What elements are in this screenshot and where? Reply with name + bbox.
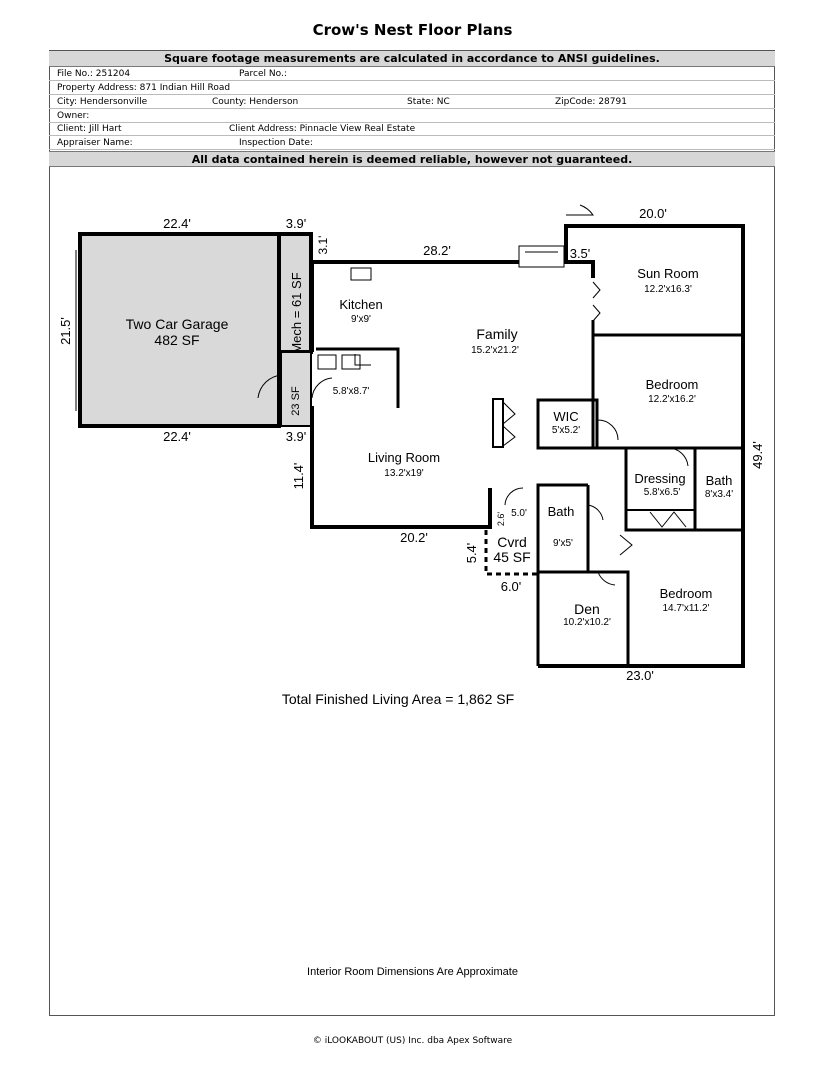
bedroom1-dim: 12.2'x16.2' bbox=[648, 394, 696, 405]
bedroom2-dim: 14.7'x11.2' bbox=[662, 603, 710, 614]
sunroom-door-2 bbox=[593, 305, 600, 321]
closet-door-1 bbox=[503, 402, 515, 424]
dim-garage-top: 22.4' bbox=[163, 216, 191, 231]
cvrd-label: Cvrd bbox=[497, 534, 527, 550]
dim-cvrd-bottom: 6.0' bbox=[500, 579, 522, 594]
sink-icon bbox=[351, 268, 371, 280]
den-label: Den bbox=[574, 601, 600, 617]
ansi-notice: Square footage measurements are calculated in accordance to ANSI guidelines. bbox=[49, 51, 775, 67]
dim-mech-top: 3.9' bbox=[285, 216, 307, 231]
range-icon bbox=[318, 355, 336, 369]
closet-door-2 bbox=[503, 426, 515, 446]
garage-sf: 482 SF bbox=[154, 332, 200, 348]
wic-dim: 5'x5.2' bbox=[551, 425, 581, 436]
appraiser-name: Appraiser Name: bbox=[57, 138, 133, 148]
copyright: © iLOOKABOUT (US) Inc. dba Apex Software bbox=[312, 1036, 513, 1046]
cvrd-sf: 45 SF bbox=[493, 549, 531, 565]
city: City: Hendersonville bbox=[57, 97, 148, 107]
bath2-door bbox=[588, 505, 603, 520]
reliability-notice: All data contained herein is deemed reliable, however not guaranteed. bbox=[49, 151, 775, 167]
dressing-label: Dressing bbox=[634, 471, 686, 486]
dim-garage-bottom: 22.4' bbox=[163, 429, 191, 444]
fireplace-icon bbox=[519, 246, 564, 267]
property-address: Property Address: 871 Indian Hill Road bbox=[57, 83, 231, 93]
bedroom2-label: Bedroom bbox=[659, 586, 713, 601]
dim-living-bottom: 20.2' bbox=[400, 530, 428, 545]
wic-outline bbox=[538, 400, 597, 448]
dressing-dim: 5.8'x6.5' bbox=[643, 487, 681, 498]
owner: Owner: bbox=[57, 111, 90, 121]
front-door bbox=[505, 488, 523, 505]
client-address: Client Address: Pinnacle View Real Estate bbox=[229, 124, 416, 134]
dim-garage-left: 21.5' bbox=[58, 317, 73, 345]
approx-note: Interior Room Dimensions Are Approximate bbox=[307, 966, 518, 978]
mech-label: Mech = 61 SF bbox=[289, 272, 304, 354]
living-room-label: Living Room bbox=[367, 450, 441, 465]
page-title: Crow's Nest Floor Plans bbox=[312, 21, 513, 39]
total-area: Total Finished Living Area = 1,862 SF bbox=[281, 691, 515, 707]
dim-mech-bottom: 3.9' bbox=[285, 429, 307, 444]
bath2-dim: 9'x5' bbox=[553, 538, 573, 549]
dim-right-side: 49.4' bbox=[750, 441, 765, 469]
sunroom-exterior-door bbox=[566, 205, 593, 215]
fridge-icon bbox=[342, 355, 360, 369]
pantry-dim: 5.8'x8.7' bbox=[332, 386, 370, 397]
inspection-date: Inspection Date: bbox=[239, 138, 313, 148]
dim-cvrd-left: 5.4' bbox=[464, 542, 479, 564]
dim-den-bottom: 23.0' bbox=[626, 668, 654, 683]
dim-cvrd-top: 5.0' bbox=[511, 508, 527, 519]
kitchen-label: Kitchen bbox=[339, 297, 383, 312]
county: County: Henderson bbox=[212, 97, 299, 107]
dim-living-left: 11.4' bbox=[291, 462, 306, 490]
sunroom-label: Sun Room bbox=[637, 266, 699, 281]
wic-door bbox=[597, 420, 618, 440]
dim-cvrd-small: 2.6' bbox=[496, 511, 506, 527]
pantry-door-swing bbox=[312, 378, 332, 398]
bath1-label: Bath bbox=[705, 473, 733, 488]
kitchen-counter bbox=[355, 354, 371, 365]
family-label: Family bbox=[476, 326, 518, 342]
sunroom-dim: 12.2'x16.3' bbox=[644, 284, 692, 295]
family-dim: 15.2'x21.2' bbox=[471, 345, 519, 356]
garage-label: Two Car Garage bbox=[125, 316, 229, 332]
family-closet bbox=[493, 399, 503, 447]
living-room-dim: 13.2'x19' bbox=[384, 468, 424, 479]
parcel-no: Parcel No.: bbox=[239, 69, 287, 79]
zipcode: ZipCode: 28791 bbox=[555, 97, 627, 107]
dressing-door bbox=[668, 448, 688, 466]
den-dim: 10.2'x10.2' bbox=[563, 617, 611, 628]
dim-main-top: 28.2' bbox=[423, 243, 451, 258]
kitchen-dim: 9'x9' bbox=[351, 314, 371, 325]
client: Client: Jill Hart bbox=[57, 124, 122, 134]
dim-mech-side: 3.1' bbox=[316, 235, 330, 255]
dressing-closet-doors bbox=[650, 512, 686, 527]
state: State: NC bbox=[407, 97, 450, 107]
bath1-dim: 8'x3.4' bbox=[704, 489, 734, 500]
file-no: File No.: 251204 bbox=[57, 69, 131, 79]
den-door bbox=[598, 572, 615, 585]
bath2-label: Bath bbox=[547, 504, 575, 519]
dim-step: 3.5' bbox=[569, 246, 591, 261]
entry-sf: 23 SF bbox=[290, 386, 302, 416]
wic-label: WIC bbox=[553, 409, 579, 424]
sunroom-door-1 bbox=[593, 282, 600, 298]
bedroom1-label: Bedroom bbox=[645, 377, 699, 392]
dim-sun-top: 20.0' bbox=[639, 206, 667, 221]
bedroom2-door bbox=[620, 535, 632, 555]
